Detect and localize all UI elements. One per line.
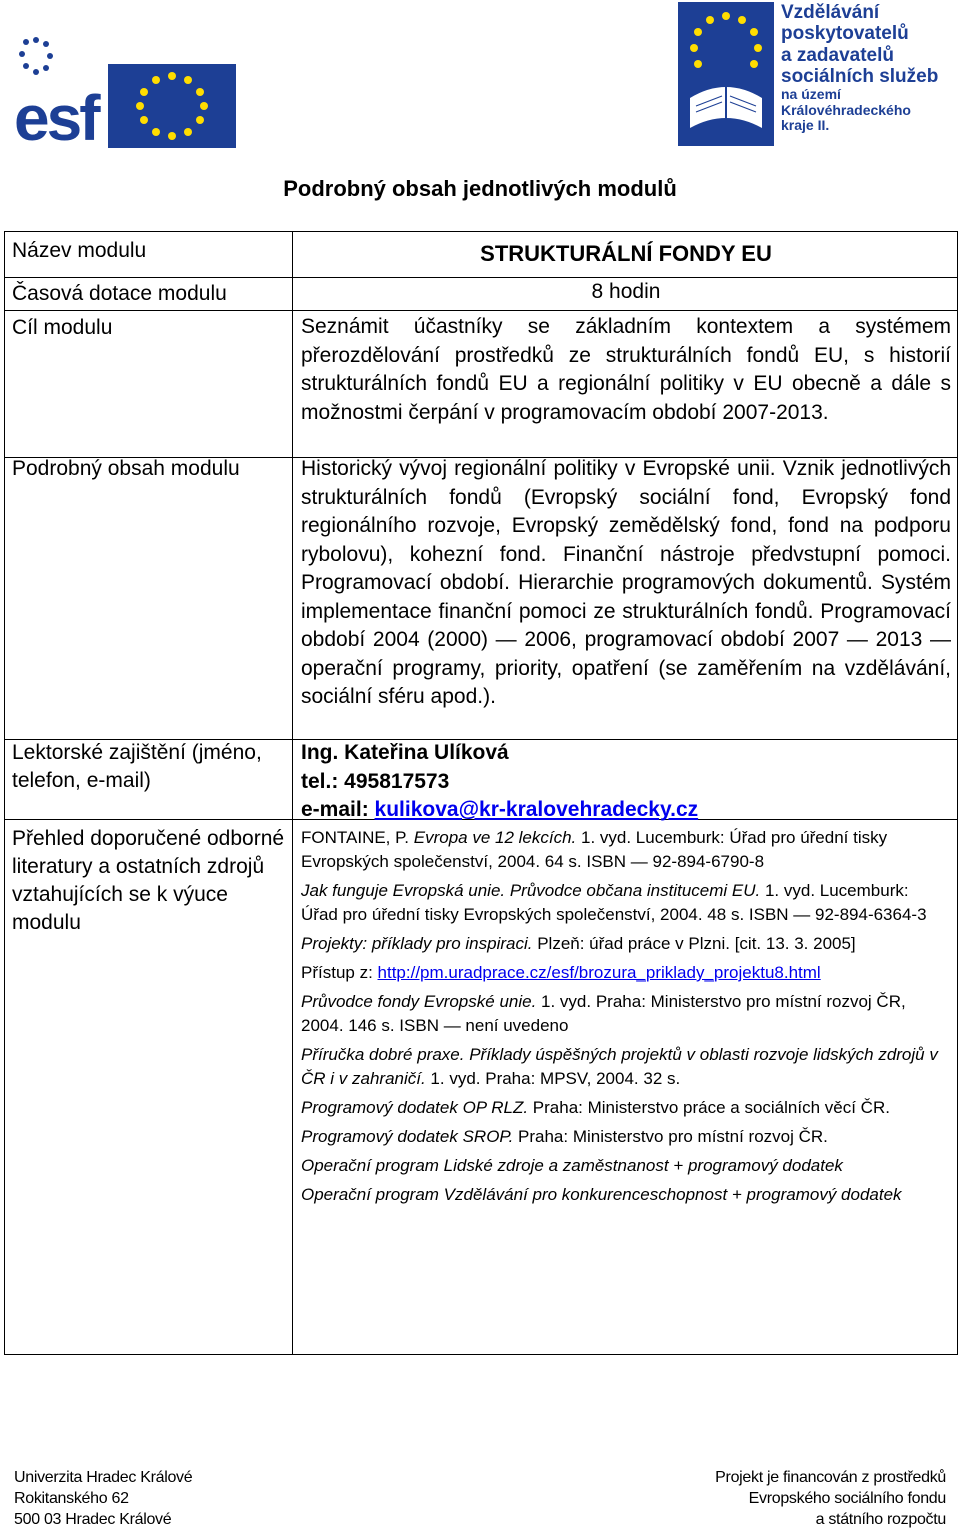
- lit-title: Projekty: příklady pro inspiraci.: [301, 934, 533, 953]
- goal-value: Seznámit účastníky se základním kontextem a systémem přerozdělování prostředků ze strukturálních fondů EU, s historií strukturálních fondů EU a regionální politiky v EU obecně a dále s možnostmi čerpání v programovacím období 2007-2013.: [301, 315, 951, 424]
- literature-item: [301, 961, 949, 985]
- lecturer-email-line: [301, 796, 951, 825]
- lecturer-phone: tel.: 495817573: [301, 769, 450, 793]
- hours-label: Časová dotace modulu: [12, 282, 227, 305]
- lecturer-name: Ing. Kateřina Ulíková: [301, 741, 509, 764]
- kraj-line-3: a zadavatelů: [781, 44, 894, 66]
- lit-details: 1. vyd. Lucemburk: Úřad pro úřední tisky Evropských společenství, 2004. 48 s. ISBN — 92-894-6364-3: [301, 881, 927, 924]
- literature-label: Přehled doporučené odborné literatury a ostatních zdrojů vztahujících se k výuce modulu: [12, 827, 285, 934]
- kraj-logo-text: [781, 2, 959, 134]
- goal-label: Cíl modulu: [12, 316, 113, 339]
- email-prefix: e-mail:: [301, 798, 375, 821]
- kraj-line-5: na území: [781, 86, 841, 103]
- literature-item: [301, 1125, 949, 1149]
- kraj-line-4: sociálních služeb: [781, 65, 939, 87]
- literature-item: [301, 826, 949, 874]
- lit-url-link[interactable]: http://pm.uradprace.cz/esf/brozura_priklady_projektu8.html: [377, 963, 821, 982]
- row-divider: [5, 277, 957, 278]
- lecturer-info: [301, 739, 951, 825]
- footer-funding-line-1: Projekt je financován z prostředků: [715, 1469, 946, 1486]
- lit-access-prefix: Přístup z:: [301, 963, 378, 982]
- literature-item: [301, 1043, 949, 1091]
- book-stars-icon: [676, 2, 776, 148]
- lit-title: Průvodce fondy Evropské unie.: [301, 992, 537, 1011]
- row-divider: [5, 310, 957, 311]
- footer-address: [14, 1467, 192, 1530]
- footer-funding-line-2: Evropského sociálního fondu: [748, 1490, 946, 1507]
- esf-logo-text: esf: [14, 82, 98, 154]
- lit-details: 1. vyd. Praha: MPSV, 2004. 32 s.: [425, 1069, 681, 1088]
- lecturer-label: Lektorské zajištění (jméno, telefon, e-mail): [12, 741, 262, 792]
- lit-details: Plzeň: úřad práce v Plzni. [cit. 13. 3. 2005]: [532, 934, 856, 953]
- lit-title: Programový dodatek OP RLZ.: [301, 1098, 529, 1117]
- kraj-line-7: kraje II.: [781, 117, 830, 134]
- lit-author: FONTAINE, P.: [301, 828, 414, 847]
- hours-value: 8 hodin: [591, 280, 661, 303]
- footer-funding-line-3: a státního rozpočtu: [815, 1511, 946, 1528]
- content-label: Podrobný obsah modulu: [12, 457, 240, 480]
- kraj-line-6: Královéhradeckého: [781, 101, 911, 118]
- lit-title: Evropa ve 12 lekcích.: [413, 828, 577, 847]
- page-title: Podrobný obsah jednotlivých modulů: [283, 176, 677, 201]
- module-name-value: STRUKTURÁLNÍ FONDY EU: [480, 241, 772, 266]
- kraj-line-1: Vzdělávání: [781, 2, 880, 23]
- lit-details: 1. vyd. Praha: Ministerstvo pro místní rozvoj ČR, 2004. 146 s. ISBN — není uvedeno: [301, 992, 906, 1035]
- content-value: Historický vývoj regionální politiky v Evropské unii. Vznik jednotlivých strukturálních fondů (Evropský sociální fond, Evropský fond regionálního rozvoje, Evropský zemědělský fond, fond na podporu rybolovu), kohezní fond. Finanční nástroje předvstupní pomoci. Programovací období. Hierarchie programových dokumentů. Systém implementace finanční pomoci ze strukturálních fondů. Programovací období 2004 (2000) — 2006, programovací období 2007 — 2013 — operační programy, priority, opatření (se zaměřením na vzdělávání, sociální sféru apod.).: [301, 457, 951, 708]
- footer-funding: [715, 1467, 946, 1530]
- lit-details: Praha: Ministerstvo pro místní rozvoj ČR.: [513, 1127, 828, 1146]
- footer-city: 500 03 Hradec Králové: [14, 1511, 172, 1528]
- lit-title: Programový dodatek SROP.: [301, 1127, 514, 1146]
- lecturer-email-link[interactable]: kulikova@kr-kralovehradecky.cz: [374, 798, 699, 821]
- literature-item: [301, 1154, 949, 1178]
- literature-item: [301, 1183, 949, 1207]
- lit-details: 1. vyd. Lucemburk: Úřad pro úřední tisky Evropských společenství, 2004. 64 s. ISBN — 92-894-6790-8: [301, 828, 888, 871]
- footer-university: Univerzita Hradec Králové: [14, 1469, 193, 1486]
- kraj-logo: [676, 2, 776, 148]
- literature-item: [301, 990, 949, 1038]
- kraj-line-2: poskytovatelů: [781, 23, 909, 45]
- literature-item: [301, 879, 949, 927]
- column-divider: [292, 232, 293, 1354]
- lit-title: Příručka dobré praxe. Příklady úspěšných projektů v oblasti rozvoje lidských zdrojů v ČR i v zahraničí.: [301, 1045, 938, 1088]
- literature-list: [301, 826, 949, 1212]
- lit-title: Jak funguje Evropská unie. Průvodce občana institucemi EU.: [301, 881, 761, 900]
- lit-title: Operační program Vzdělávání pro konkurenceschopnost + programový dodatek: [301, 1185, 902, 1204]
- literature-item: [301, 1096, 949, 1120]
- footer-street: Rokitanského 62: [14, 1490, 129, 1507]
- lit-title: Operační program Lidské zdroje a zaměstnanost + programový dodatek: [301, 1156, 843, 1175]
- literature-item: [301, 932, 949, 956]
- module-name-label: Název modulu: [12, 239, 147, 262]
- module-table: [4, 231, 958, 1355]
- lit-details: Praha: Ministerstvo práce a sociálních věcí ČR.: [528, 1098, 890, 1117]
